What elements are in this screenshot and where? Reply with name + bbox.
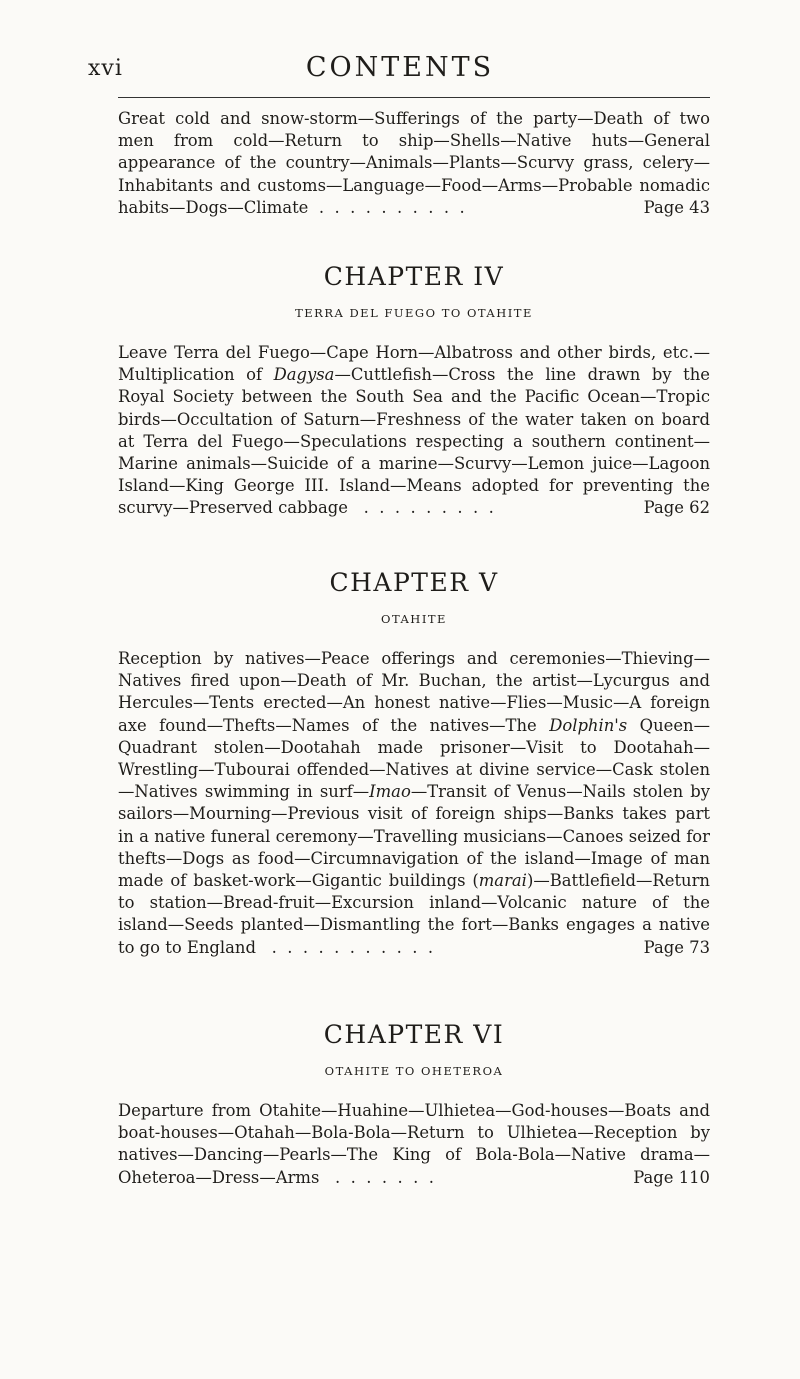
running-title: CONTENTS <box>305 52 495 83</box>
chapter-vi-summary <box>118 1100 710 1189</box>
summary-text: Great cold and snow-storm—Sufferings of the party—Death of two men from cold—Return to ship—Shells—Native huts—General appearance of the country—Animals—Plants—Scurvy grass, celery—Inhabitants and customs—Language—Food—Arms—Probable nomadic habits—Dogs—Climate <box>118 109 710 217</box>
chapter-vi-heading: CHAPTER VI <box>323 1020 505 1049</box>
chapter-v-subtitle: OTAHITE <box>381 612 447 626</box>
italic-term: Dolphin's <box>549 715 628 735</box>
page-reference: Page 43 <box>643 197 710 217</box>
running-header <box>88 52 712 92</box>
chapter-iv-heading: CHAPTER IV <box>323 262 505 291</box>
chapter-v-heading: CHAPTER V <box>329 568 499 597</box>
summary-text: )—Battlefield—Return to station—Bread-fruit—Excursion inland—Volcanic nature of the island—Seeds planted—Dismantling the fort—Banks engages a native to go to England <box>118 871 710 957</box>
italic-term: Dagysa <box>273 365 335 385</box>
page-folio: xvi <box>88 56 123 81</box>
chapter-vi-subtitle: OTAHITE TO OHETEROA <box>324 1064 504 1078</box>
summary-text: —Cuttlefish—Cross the line drawn by the Royal Society between the South Sea and the Pacific Ocean—Tropic birds—Occultation of Saturn—Freshness of the water taken on board at Terra del Fuego—Speculations respecting a southern continent—Marine animals—Suicide of a marine—Scurvy—Lemon juice—Lagoon Island—King George III. Island—Means adopted for preventing the scurvy—Preserved cabbage <box>118 365 710 518</box>
chapter-v-summary <box>118 648 710 959</box>
chapter-iv-summary <box>118 342 710 520</box>
chapter-iv-subtitle: TERRA DEL FUEGO TO OTAHITE <box>295 306 533 320</box>
italic-term: marai <box>478 871 527 891</box>
page-reference: Page 62 <box>643 498 710 518</box>
dot-leaders: . . . . . . . . . . . <box>261 937 434 957</box>
dot-leaders: . . . . . . . . . <box>353 498 494 518</box>
page-reference: Page 110 <box>633 1167 710 1187</box>
chapter-iii-summary <box>118 108 710 219</box>
summary-text: Reception by natives—Peace offerings and ceremonies—Thieving—Natives fired upon—Death of Mr. Buchan, the artist—Lycurgus and Hercules—Tents erected—An honest native—Flies—Music—A foreign axe found—Thefts—Names of the natives—The <box>118 649 710 735</box>
summary-text: Leave Terra del Fuego—Cape Horn—Albatross and other birds, etc.—Multiplication of <box>118 343 710 385</box>
italic-term: Imao <box>369 782 411 802</box>
dot-leaders: . . . . . . . <box>324 1167 435 1187</box>
summary-text: Queen—Quadrant stolen—Dootahah made prisoner—Visit to Dootahah—Wrestling—Tubourai offended—Natives at divine service—Cask stolen—Natives swimming in surf— <box>118 715 710 802</box>
summary-text: Departure from Otahite—Huahine—Ulhietea—God-houses—Boats and boat-houses—Otahah—Bola-Bola—Return to Ulhietea—Reception by natives—Dancing—Pearls—The King of Bola-Bola—Native drama—Oheteroa—Dress—Arms <box>118 1101 710 1187</box>
header-rule <box>118 97 710 98</box>
summary-text: —Transit of Venus—Nails stolen by sailors—Mourning—Previous visit of foreign ships—Banks takes part in a native funeral ceremony—Travelling musicians—Canoes seized for thefts—Dogs as food—Circumnavigation of the island—Image of man made of basket-work—Gigantic buildings ( <box>118 782 710 891</box>
page-reference: Page 73 <box>643 937 710 957</box>
dot-leaders: . . . . . . . . . . <box>313 197 465 217</box>
